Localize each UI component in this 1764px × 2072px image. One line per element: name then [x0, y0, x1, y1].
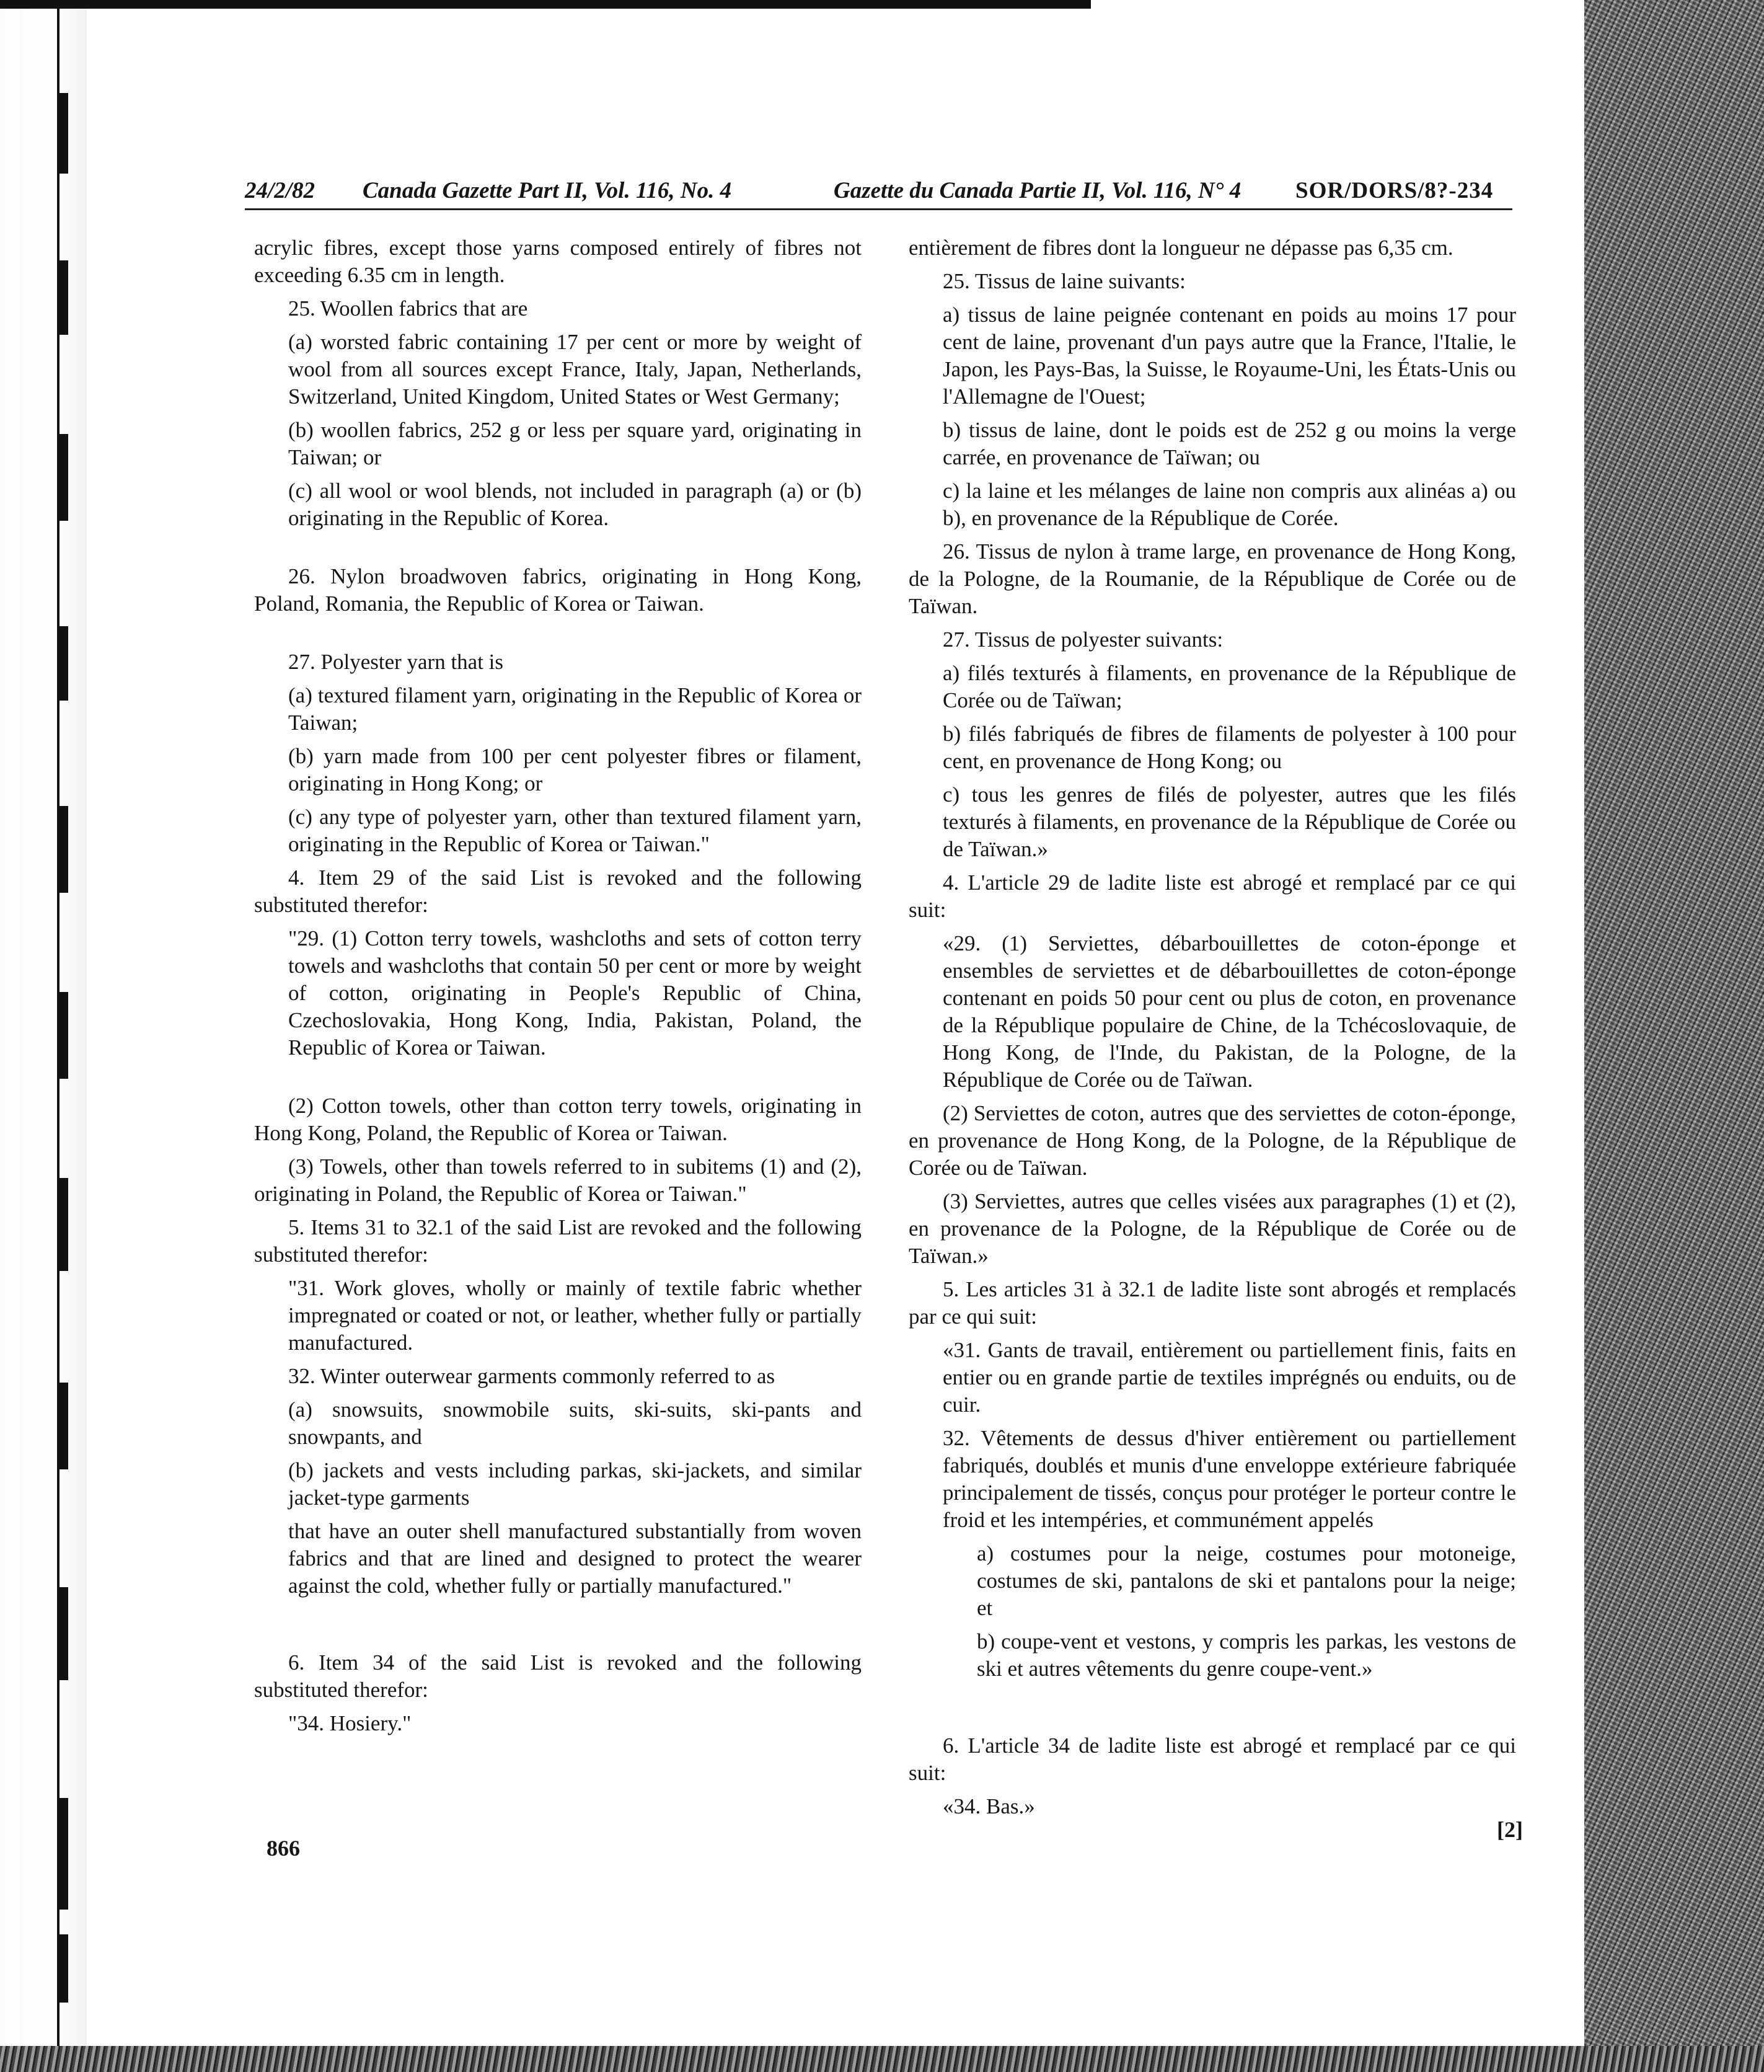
binding-mark: [60, 992, 68, 1079]
scan-background-texture: [1584, 0, 1764, 2072]
fr-subitem: b) coupe-vent et vestons, y compris les parkas, les vestons de ski et autres vêtements du genre coupe-vent.»: [977, 1629, 1516, 1681]
en-subitem: (a) textured filament yarn, originating in the Republic of Korea or Taiwan;: [288, 683, 862, 735]
fr-item-26: 26. Tissus de nylon à trame large, en provenance de Hong Kong, de la Pologne, de la Roumanie, de la République de Corée ou de Taïwan.: [909, 539, 1516, 618]
french-column: [909, 234, 1516, 1826]
binding-mark: [60, 806, 68, 893]
en-subitem: (b) jackets and vests including parkas, ski-jackets, and similar jacket-type garments: [288, 1458, 862, 1510]
header-gazette-en: Canada Gazette Part II, Vol. 116, No. 4: [363, 178, 732, 203]
en-subitem: (c) all wool or wool blends, not included in paragraph (a) or (b) originating in the Republic of Korea.: [288, 479, 862, 530]
en-subitem: (c) any type of polyester yarn, other than textured filament yarn, originating in the Republic of Korea or Taiwan.": [288, 805, 862, 856]
scan-top-edge: [0, 0, 1091, 9]
fr-item-29-2: (2) Serviettes de coton, autres que des serviettes de coton-éponge, en provenance de Hong Kong, de la Pologne, de la République de Corée ou de Taïwan.: [909, 1101, 1516, 1180]
fr-subitem: a) costumes pour la neige, costumes pour motoneige, costumes de ski, pantalons de ski et pantalons pour la neige; et: [977, 1541, 1516, 1620]
en-subitem: (a) snowsuits, snowmobile suits, ski-suits, ski-pants and snowpants, and: [288, 1397, 862, 1449]
binding-mark: [60, 1798, 68, 1910]
fr-paragraph: entièrement de fibres dont la longueur ne dépasse pas 6,35 cm.: [909, 236, 1453, 260]
en-section-4: 4. Item 29 of the said List is revoked and the following substituted therefor:: [254, 866, 862, 917]
en-paragraph: acrylic fibres, except those yarns composed entirely of fibres not exceeding 6.35 cm in length.: [254, 236, 862, 287]
fr-subitem: c) la laine et les mélanges de laine non compris aux alinéas a) ou b), en provenance de la République de Corée.: [943, 479, 1516, 530]
fr-item-31: «31. Gants de travail, entièrement ou partiellement finis, faits en entier ou en grande partie de textiles imprégnés ou enduits, ou de cuir.: [943, 1338, 1516, 1417]
en-item-29-3: (3) Towels, other than towels referred to in subitems (1) and (2), originating in Poland, the Republic of Korea or Taiwan.": [254, 1154, 862, 1206]
page-number: 866: [267, 1836, 300, 1861]
binding-mark: [60, 1587, 68, 1680]
binding-mark: [60, 93, 68, 174]
binding-mark: [60, 1178, 68, 1271]
fr-subitem: a) filés texturés à filaments, en provenance de la République de Corée ou de Taïwan;: [943, 661, 1516, 712]
binding-mark: [60, 626, 68, 701]
header-rule: [245, 208, 1512, 210]
header-gazette-fr: Gazette du Canada Partie II, Vol. 116, N° 4: [834, 178, 1241, 203]
page-binding-edge: [0, 0, 87, 2072]
en-subitem: (b) woollen fabrics, 252 g or less per square yard, originating in Taiwan; or: [288, 418, 862, 469]
fr-item-25: 25. Tissus de laine suivants:: [943, 269, 1186, 293]
en-subitem: (a) worsted fabric containing 17 per cent or more by weight of wool from all sources except France, Italy, Japan, Netherlands, Switzerland, United Kingdom, United States or West Germany;: [288, 330, 862, 409]
fr-subitem: b) tissus de laine, dont le poids est de 252 g ou moins la verge carrée, en provenance de Taïwan; ou: [943, 418, 1516, 469]
header-date: 24/2/82: [245, 178, 315, 203]
fr-subitem: a) tissus de laine peignée contenant en poids au moins 17 pour cent de laine, provenant d'un pays autre que la France, l'Italie, le Japon, les Pays-Bas, la Suisse, le Royaume-Uni, les États-Unis ou l'Allemagne de l'Ouest;: [943, 303, 1516, 409]
fr-section-4: 4. L'article 29 de ladite liste est abrogé et remplacé par ce qui suit:: [909, 870, 1516, 922]
en-item-26: 26. Nylon broadwoven fabrics, originating in Hong Kong, Poland, Romania, the Republic of Korea or Taiwan.: [254, 564, 862, 616]
en-item-32: 32. Winter outerwear garments commonly referred to as: [288, 1364, 775, 1388]
en-item-25: 25. Woollen fabrics that are: [288, 296, 528, 321]
binding-mark: [60, 434, 68, 521]
fr-item-29-1: «29. (1) Serviettes, débarbouillettes de coton-éponge et ensembles de serviettes et de débarbouillettes de coton-éponge contenant en poids 50 pour cent ou plus de coton, en provenance de la République populaire de Chine, de la Tchécoslovaquie, de Hong Kong, de l'Inde, du Pakistan, de la Pologne, de la République de Corée ou de Taïwan.: [943, 931, 1516, 1092]
scan-bottom-edge: [0, 2046, 1764, 2072]
en-item-27: 27. Polyester yarn that is: [288, 650, 504, 674]
fr-section-6: 6. L'article 34 de ladite liste est abrogé et remplacé par ce qui suit:: [909, 1733, 1516, 1785]
binding-mark: [60, 1383, 68, 1469]
binding-mark: [60, 260, 68, 335]
running-header: [245, 172, 1512, 210]
fr-item-34: «34. Bas.»: [943, 1794, 1035, 1818]
en-section-5: 5. Items 31 to 32.1 of the said List are revoked and the following substituted therefor:: [254, 1215, 862, 1267]
fr-section-5: 5. Les articles 31 à 32.1 de ladite liste sont abrogés et remplacés par ce qui suit:: [909, 1277, 1516, 1329]
fr-item-29-3: (3) Serviettes, autres que celles visées aux paragraphes (1) et (2), en provenance de la Pologne, de la République de Corée ou de Taïwan.»: [909, 1189, 1516, 1268]
fr-subitem: b) filés fabriqués de fibres de filaments de polyester à 100 pour cent, en provenance de Hong Kong; ou: [943, 722, 1516, 773]
english-column: [254, 234, 862, 1743]
en-section-6: 6. Item 34 of the said List is revoked and the following substituted therefor:: [254, 1650, 862, 1702]
en-item-34: "34. Hosiery.": [288, 1711, 412, 1735]
fr-item-32: 32. Vêtements de dessus d'hiver entièrement ou partiellement fabriqués, doublés et munis d'une enveloppe extérieure fabriquée principalement de tissés, conçus pour protéger le porteur contre le froid et les intempéries, et communément appelés: [943, 1426, 1516, 1532]
binding-mark: [60, 1934, 68, 2003]
page-reference: [2]: [1497, 1817, 1523, 1842]
fr-item-27: 27. Tissus de polyester suivants:: [943, 627, 1224, 652]
en-subitem: (b) yarn made from 100 per cent polyester fibres or filament, originating in Hong Kong; or: [288, 744, 862, 795]
header-sor-code: SOR/DORS/8?-234: [1295, 178, 1494, 203]
en-item-29-1: "29. (1) Cotton terry towels, washcloths and sets of cotton terry towels and washcloths that contain 50 per cent or more by weight of cotton, originating in People's Republic of China, Czechoslovakia, Hong Kong, India, Pakistan, Poland, the Republic of Korea or Taiwan.: [288, 926, 862, 1060]
en-item-29-2: (2) Cotton towels, other than cotton terry towels, originating in Hong Kong, Poland, the Republic of Korea or Taiwan.: [254, 1094, 862, 1145]
en-item-31: "31. Work gloves, wholly or mainly of textile fabric whether impregnated or coated or not, or leather, whether fully or partially manufactured.: [288, 1276, 862, 1355]
en-paragraph: that have an outer shell manufactured substantially from woven fabrics and that are lined and designed to protect the wearer against the cold, whether fully or partially manufactured.": [288, 1519, 862, 1598]
fr-subitem: c) tous les genres de filés de polyester, autres que les filés texturés à filaments, en provenance de la République de Corée ou de Taïwan.»: [943, 782, 1516, 861]
